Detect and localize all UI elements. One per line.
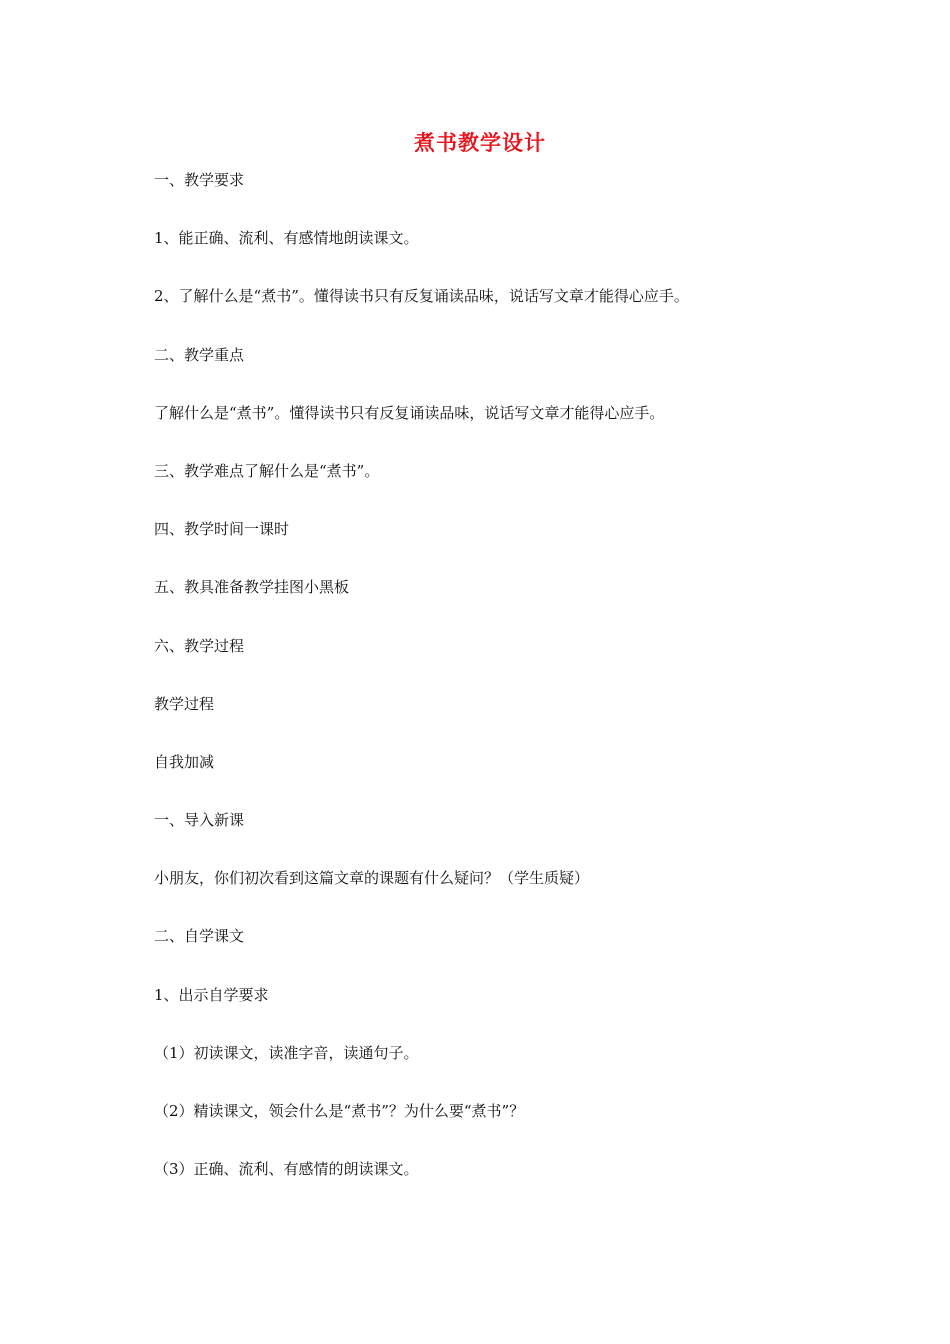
paragraph: 1、能正确、流利、有感情地朗读课文。 <box>154 229 419 248</box>
document-body <box>154 166 854 1213</box>
list-item: （2）精读课文，领会什么是“煮书”？为什么要“煮书”？ <box>154 1102 525 1120</box>
section-heading-difficulties: 三、教学难点了解什么是“煮书”。 <box>154 461 380 480</box>
paragraph: 2、了解什么是“煮书”。懂得读书只有反复诵读品味，说话写文章才能得心应手。 <box>154 287 689 306</box>
list-item: （3）正确、流利、有感情的朗读课文。 <box>154 1160 419 1179</box>
list-item: （1）初读课文，读准字音，读通句子。 <box>154 1043 419 1062</box>
section-heading-intro: 一、导入新课 <box>154 811 245 830</box>
paragraph: 了解什么是“煮书”。懂得读书只有反复诵读品味，说话写文章才能得心应手。 <box>154 403 665 422</box>
section-heading-requirements: 一、教学要求 <box>154 171 245 189</box>
section-heading-materials: 五、教具准备教学挂图小黑板 <box>154 578 350 597</box>
document-title: 煮书教学设计 <box>414 131 546 155</box>
paragraph: 自我加减 <box>154 752 215 771</box>
section-heading-key-points: 二、教学重点 <box>154 345 245 364</box>
section-heading-self-study: 二、自学课文 <box>154 927 245 946</box>
paragraph: 小朋友，你们初次看到这篇文章的课题有什么疑问？（学生质疑） <box>154 869 590 888</box>
section-heading-process: 六、教学过程 <box>154 636 245 655</box>
paragraph: 教学过程 <box>154 694 215 713</box>
section-heading-time: 四、教学时间一课时 <box>154 520 290 539</box>
paragraph: 1、出示自学要求 <box>154 985 269 1004</box>
